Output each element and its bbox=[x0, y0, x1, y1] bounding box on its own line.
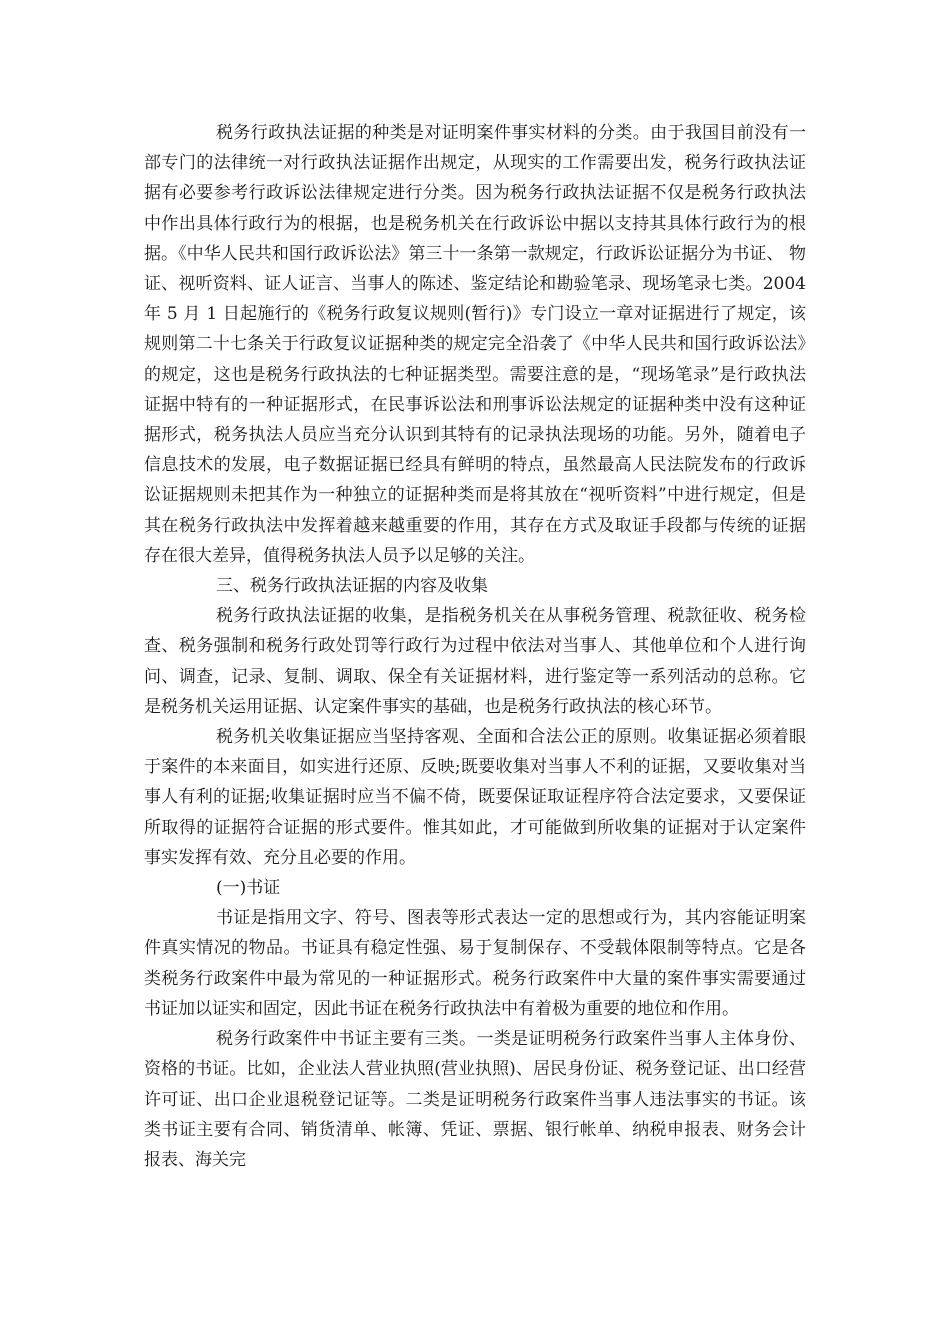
paragraph-evidence-types: 税务行政执法证据的种类是对证明案件事实材料的分类。由于我国目前没有一部专门的法律统一对行政执法证据作出规定，从现实的工作需要出发，税务行政执法证据有必要参考行政诉讼法律规定进行分类。因为税务行政执法证据不仅是税务行政执法中作出具体行政行为的根据，也是税务机关在行政诉讼中据以支持其具体行政行为的根据。《中华人民共和国行政诉讼法》第三十一条第一款规定，行政诉讼证据分为书证、 物证、视听资料、证人证言、当事人的陈述、鉴定结论和勘验笔录、现场笔录七类。2004 年 5 月 1 日起施行的《税务行政复议规则(暂行)》专门设立一章对证据进行了规定，该规则第二十七条关于行政复议证据种类的规定完全沿袭了《中华人民共和国行政诉讼法》的规定，这也是税务行政执法的七种证据类型。需要注意的是，“现场笔录”是行政执法证据中特有的一种证据形式，在民事诉讼法和刑事诉讼法规定的证据种类中没有这种证据形式，税务执法人员应当充分认识到其特有的记录执法现场的功能。另外，随着电子信息技术的发展，电子数据证据已经具有鲜明的特点，虽然最高人民法院发布的行政诉讼证据规则未把其作为一种独立的证据种类而是将其放在“视听资料”中进行规定，但是其在税务行政执法中发挥着越来越重要的作用，其存在方式及取证手段都与传统的证据存在很大差异，值得税务执法人员予以足够的关注。 bbox=[144, 123, 806, 566]
subsection-heading-documentary-evidence: (一)书证 bbox=[216, 878, 281, 899]
paragraph-documentary-definition: 书证是指用文字、符号、图表等形式表达一定的思想或行为，其内容能证明案件真实情况的物品。书证具有稳定性强、易于复制保存、不受载体限制等特点。它是各类税务行政案件中最为常见的一种证据形式。税务行政案件中大量的案件事实需要通过书证加以证实和固定，因此书证在税务行政执法中有着极为重要的地位和作用。 bbox=[144, 908, 806, 1019]
section-heading-content-and-collection: 三、税务行政执法证据的内容及收集 bbox=[216, 576, 488, 597]
paragraph-collection-principles: 税务机关收集证据应当坚持客观、全面和合法公正的原则。收集证据必须着眼于案件的本来面目，如实进行还原、反映;既要收集对当事人不利的证据，又要收集对当事人有利的证据;收集证据时应当不偏不倚，既要保证取证程序符合法定要求，又要保证所取得的证据符合证据的形式要件。惟其如此，才可能做到所收集的证据对于认定案件事实发挥有效、充分且必要的作用。 bbox=[144, 727, 806, 868]
paragraph-documentary-categories: 税务行政案件中书证主要有三类。一类是证明税务行政案件当事人主体身份、资格的书证。比如，企业法人营业执照(营业执照)、居民身份证、税务登记证、出口经营许可证、出口企业退税登记证等。二类是证明税务行政案件当事人违法事实的书证。该类书证主要有合同、销货清单、帐簿、凭证、票据、银行帐单、纳税申报表、财务会计报表、海关完 bbox=[144, 1029, 806, 1170]
paragraph-evidence-collection: 税务行政执法证据的收集，是指税务机关在从事税务管理、税款征收、税务检查、税务强制和税务行政处罚等行政行为过程中依法对当事人、其他单位和个人进行询问、调查，记录、复制、调取、保全有关证据材料，进行鉴定等一系列活动的总称。它是税务机关运用证据、认定案件事实的基础，也是税务行政执法的核心环节。 bbox=[144, 606, 806, 717]
document-page bbox=[144, 118, 806, 1175]
